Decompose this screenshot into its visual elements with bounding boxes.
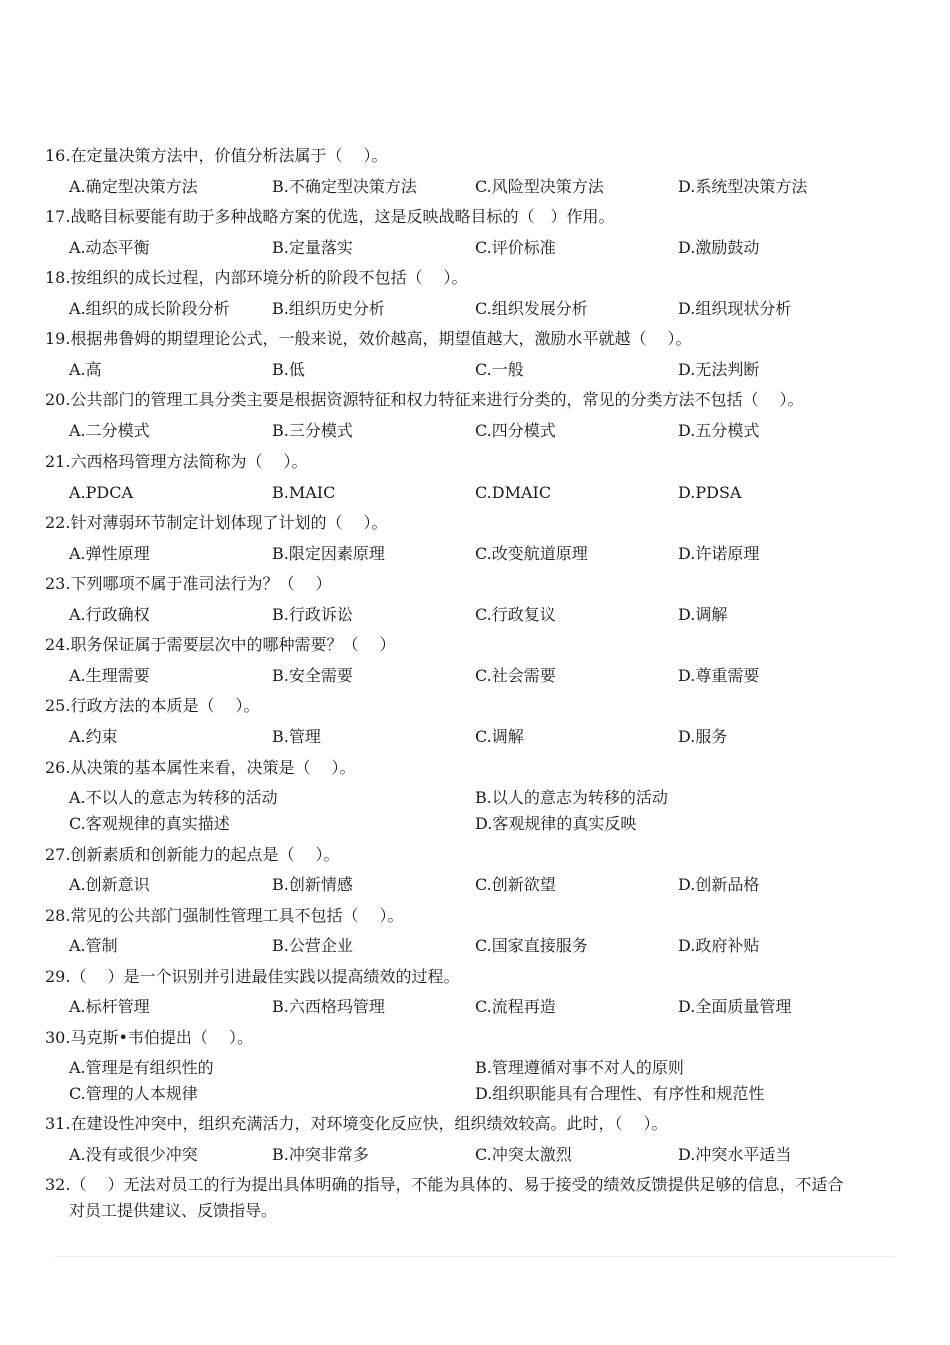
question-20-option-b: B.三分模式 — [272, 421, 353, 440]
question-17-stem: 17.战略目标要能有助于多种战略方案的优选，这是反映战略目标的（ ）作用。 — [45, 207, 615, 226]
question-18-option-b: B.组织历史分析 — [272, 299, 385, 318]
question-29-option-c: C.流程再造 — [475, 997, 556, 1016]
question-23-stem: 23.下列哪项不属于准司法行为？（ ） — [45, 574, 332, 593]
question-17-option-a: A.动态平衡 — [69, 238, 150, 257]
question-31-option-c: C.冲突太激烈 — [475, 1145, 572, 1164]
question-19-option-a: A.高 — [69, 360, 102, 379]
question-19-stem: 19.根据弗鲁姆的期望理论公式，一般来说，效价越高，期望值越大，激励水平就越（ ）。 — [45, 329, 692, 348]
question-22-option-b: B.限定因素原理 — [272, 544, 385, 563]
question-21-option-a: A.PDCA — [69, 483, 134, 502]
question-23-option-b: B.行政诉讼 — [272, 605, 353, 624]
question-28-option-c: C.国家直接服务 — [475, 936, 588, 955]
question-25-option-c: C.调解 — [475, 727, 524, 746]
question-25-option-a: A.约束 — [69, 727, 118, 746]
question-20-stem: 20.公共部门的管理工具分类主要是根据资源特征和权力特征来进行分类的，常见的分类方法不包括（ ）。 — [45, 390, 804, 409]
question-20-option-c: C.四分模式 — [475, 421, 556, 440]
question-30-option-d: D.组织职能具有合理性、有序性和规范性 — [475, 1084, 765, 1103]
question-31-option-b: B.冲突非常多 — [272, 1145, 369, 1164]
question-18-option-c: C.组织发展分析 — [475, 299, 588, 318]
question-30-option-c: C.管理的人本规律 — [69, 1084, 198, 1103]
question-28-stem: 28.常见的公共部门强制性管理工具不包括（ ）。 — [45, 906, 404, 925]
question-20-option-d: D.五分模式 — [678, 421, 760, 440]
question-22-stem: 22.针对薄弱环节制定计划体现了计划的（ ）。 — [45, 513, 388, 532]
question-24-option-a: A.生理需要 — [69, 666, 150, 685]
footer-divider — [55, 1256, 895, 1257]
question-25-stem: 25.行政方法的本质是（ ）。 — [45, 696, 260, 715]
question-29-stem: 29.（ ）是一个识别并引进最佳实践以提高绩效的过程。 — [45, 967, 460, 986]
question-16-option-c: C.风险型决策方法 — [475, 177, 604, 196]
question-21-stem: 21.六西格玛管理方法简称为（ ）。 — [45, 452, 308, 471]
question-18-option-d: D.组织现状分析 — [678, 299, 792, 318]
question-16-stem: 16.在定量决策方法中，价值分析法属于（ ）。 — [45, 146, 388, 165]
question-24-option-c: C.社会需要 — [475, 666, 556, 685]
question-24-option-d: D.尊重需要 — [678, 666, 760, 685]
question-16-option-b: B.不确定型决策方法 — [272, 177, 417, 196]
question-26-stem: 26.从决策的基本属性来看，决策是（ ）。 — [45, 758, 356, 777]
question-19-option-c: C.一般 — [475, 360, 524, 379]
question-32-stem-continued: 对员工提供建议、反馈指导。 — [69, 1201, 278, 1220]
question-28-option-d: D.政府补贴 — [678, 936, 760, 955]
question-31-stem: 31.在建设性冲突中，组织充满活力，对环境变化反应快，组织绩效较高。此时，（ ）。 — [45, 1114, 668, 1133]
question-29-option-d: D.全面质量管理 — [678, 997, 792, 1016]
question-23-option-a: A.行政确权 — [69, 605, 150, 624]
question-26-option-d: D.客观规律的真实反映 — [475, 814, 637, 833]
question-29-option-b: B.六西格玛管理 — [272, 997, 385, 1016]
question-19-option-b: B.低 — [272, 360, 305, 379]
question-27-option-a: A.创新意识 — [69, 875, 150, 894]
question-21-option-c: C.DMAIC — [475, 483, 552, 502]
question-18-stem: 18.按组织的成长过程，内部环境分析的阶段不包括（ ）。 — [45, 268, 468, 287]
question-23-option-d: D.调解 — [678, 605, 728, 624]
question-22-option-a: A.弹性原理 — [69, 544, 150, 563]
question-26-option-a: A.不以人的意志为转移的活动 — [69, 788, 278, 807]
question-28-option-a: A.管制 — [69, 936, 118, 955]
question-30-option-b: B.管理遵循对事不对人的原则 — [475, 1058, 684, 1077]
question-27-option-b: B.创新情感 — [272, 875, 353, 894]
question-24-stem: 24.职务保证属于需要层次中的哪种需要？（ ） — [45, 635, 396, 654]
question-22-option-d: D.许诺原理 — [678, 544, 760, 563]
question-16-option-a: A.确定型决策方法 — [69, 177, 198, 196]
question-20-option-a: A.二分模式 — [69, 421, 150, 440]
question-17-option-d: D.激励鼓动 — [678, 238, 760, 257]
question-17-option-c: C.评价标准 — [475, 238, 556, 257]
question-25-option-d: D.服务 — [678, 727, 728, 746]
question-26-option-b: B.以人的意志为转移的活动 — [475, 788, 668, 807]
question-16-option-d: D.系统型决策方法 — [678, 177, 808, 196]
question-17-option-b: B.定量落实 — [272, 238, 353, 257]
question-19-option-d: D.无法判断 — [678, 360, 760, 379]
question-21-option-d: D.PDSA — [678, 483, 742, 502]
question-25-option-b: B.管理 — [272, 727, 321, 746]
question-27-stem: 27.创新素质和创新能力的起点是（ ）。 — [45, 845, 340, 864]
question-27-option-d: D.创新品格 — [678, 875, 760, 894]
question-18-option-a: A.组织的成长阶段分析 — [69, 299, 230, 318]
question-28-option-b: B.公营企业 — [272, 936, 353, 955]
question-30-stem: 30.马克斯•韦伯提出（ ）。 — [45, 1028, 253, 1047]
question-30-option-a: A.管理是有组织性的 — [69, 1058, 214, 1077]
question-23-option-c: C.行政复议 — [475, 605, 556, 624]
question-24-option-b: B.安全需要 — [272, 666, 353, 685]
question-22-option-c: C.改变航道原理 — [475, 544, 588, 563]
question-31-option-a: A.没有或很少冲突 — [69, 1145, 198, 1164]
question-31-option-d: D.冲突水平适当 — [678, 1145, 792, 1164]
question-26-option-c: C.客观规律的真实描述 — [69, 814, 230, 833]
question-21-option-b: B.MAIC — [272, 483, 336, 502]
question-29-option-a: A.标杆管理 — [69, 997, 150, 1016]
question-27-option-c: C.创新欲望 — [475, 875, 556, 894]
question-32-stem: 32.（ ）无法对员工的行为提出具体明确的指导，不能为具体的、易于接受的绩效反馈提供足够的信息，不适合 — [45, 1175, 844, 1194]
